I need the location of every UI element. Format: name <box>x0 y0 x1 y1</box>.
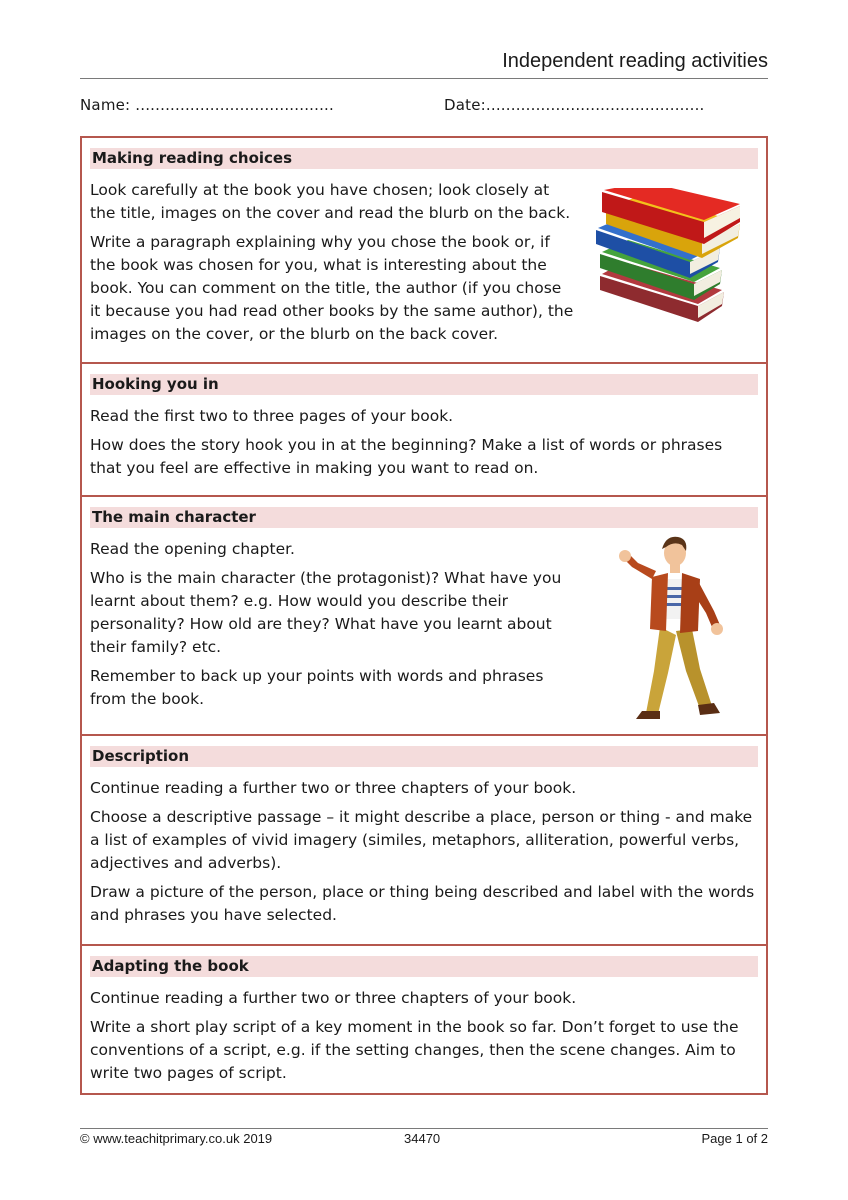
section-adapting-the-book <box>82 946 766 1093</box>
header-divider <box>80 78 768 79</box>
activities-box <box>80 136 768 1095</box>
section-description <box>82 736 766 946</box>
paragraph: Who is the main character (the protagonist)? What have you learnt about them? e.g. How would you describe their personality? How old are they? What have you learnt about their family? etc. <box>90 569 562 656</box>
section-heading: Description <box>90 746 758 767</box>
section-heading: The main character <box>90 507 758 528</box>
footer-divider <box>80 1128 768 1129</box>
section-heading: Making reading choices <box>90 148 758 169</box>
paragraph: Draw a picture of the person, place or thing being described and label with the words and phrases you have selected. <box>90 883 755 924</box>
section-the-main-character <box>82 497 766 736</box>
paragraph: Continue reading a further two or three chapters of your book. <box>90 989 577 1007</box>
paragraph: Look carefully at the book you have chosen; look closely at the title, images on the cover and read the blurb on the back. <box>90 181 571 222</box>
section-body <box>90 405 758 480</box>
section-body <box>90 777 758 927</box>
section-heading: Hooking you in <box>90 374 758 395</box>
paragraph: Remember to back up your points with words and phrases from the book. <box>90 667 544 708</box>
book-stack-illustration <box>594 188 746 338</box>
footer-resource-code: 34470 <box>404 1131 441 1146</box>
paragraph: Read the opening chapter. <box>90 540 295 558</box>
name-field: Name: ........................................ <box>80 96 334 114</box>
footer-page-number: Page 1 of 2 <box>701 1131 768 1146</box>
date-field: Date:............................................ <box>444 96 705 114</box>
paragraph: Write a short play script of a key moment in the book so far. Don’t forget to use the conventions of a script, e.g. if the setting changes, then the scene changes. Aim to write two pages of script. <box>90 1018 739 1082</box>
paragraph: How does the story hook you in at the beginning? Make a list of words or phrases that you feel are effective in making you want to read on. <box>90 436 723 477</box>
paragraph: Read the first two to three pages of your book. <box>90 407 454 425</box>
section-hooking-you-in <box>82 364 766 497</box>
paragraph: Continue reading a further two or three chapters of your book. <box>90 779 577 797</box>
paragraph: Choose a descriptive passage – it might describe a place, person or thing - and make a list of examples of vivid imagery (similes, metaphors, alliteration, powerful verbs, adjectives and adverbs). <box>90 808 753 872</box>
paragraph: Write a paragraph explaining why you chose the book or, if the book was chosen for you, what is interesting about the book. You can comment on the title, the author (if you chose it because you had read other books by the same author), the images on the cover, or the blurb on the back cover. <box>90 233 574 343</box>
section-making-reading-choices <box>82 138 766 364</box>
section-body <box>90 987 758 1085</box>
page-title: Independent reading activities <box>502 50 768 72</box>
character-illustration <box>616 531 736 727</box>
section-heading: Adapting the book <box>90 956 758 977</box>
footer-copyright-link[interactable]: © www.teachitprimary.co.uk 2019 <box>80 1131 273 1146</box>
